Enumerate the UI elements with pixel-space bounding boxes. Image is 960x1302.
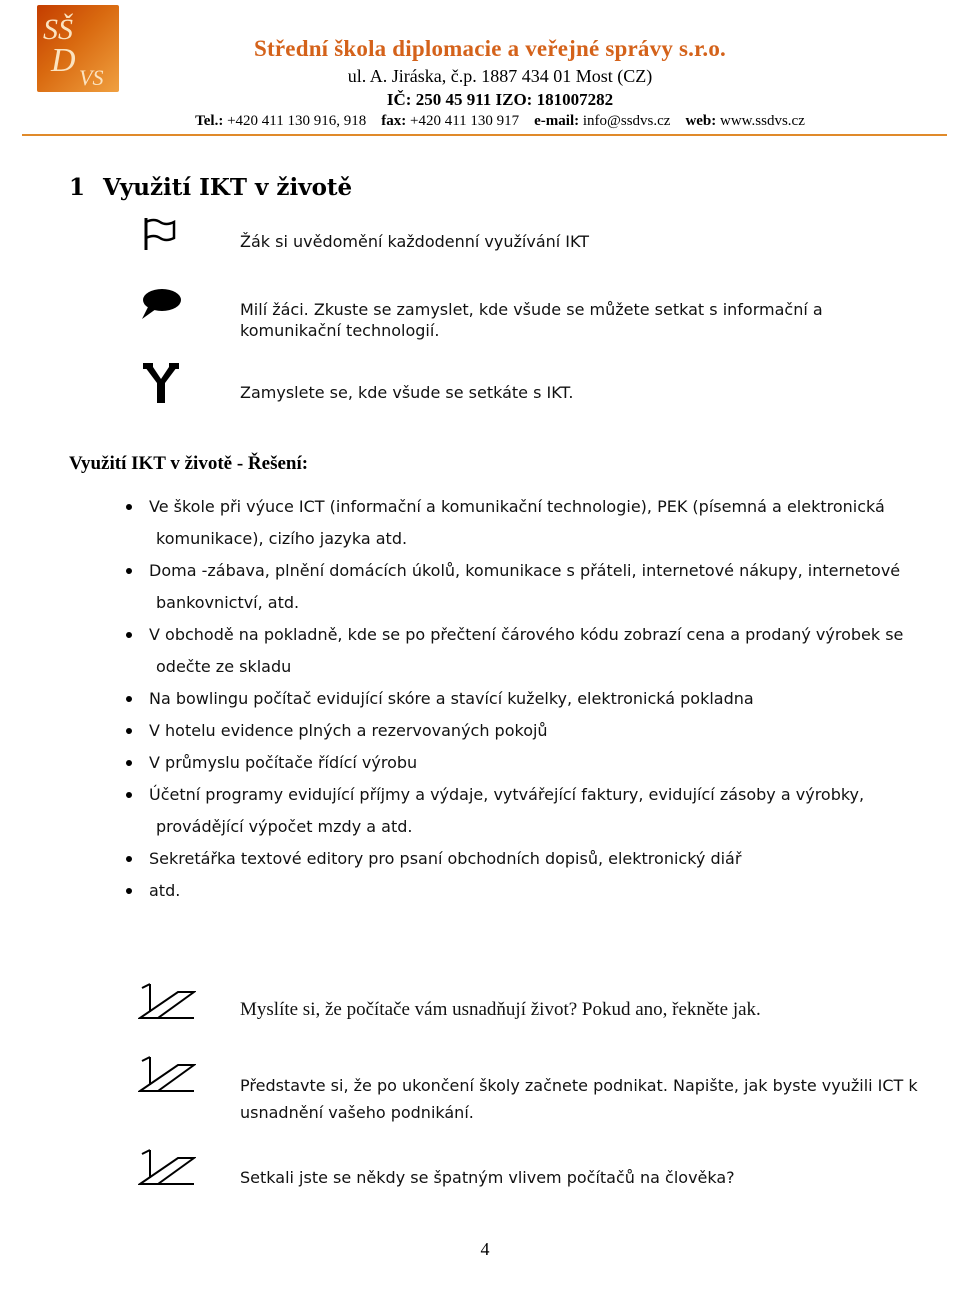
list-item-text: Doma -zábava, plnění domácích úkolů, komunikace s přáteli, internetové nákupy, internetové	[149, 561, 901, 580]
list-item-text: V obchodě na pokladně, kde se po přečtení čárového kódu zobrazí cena a prodaný výrobek se	[149, 625, 904, 644]
bullet-dot	[126, 888, 132, 894]
list-item-text: V hotelu evidence plných a rezervovaných pokojů	[149, 721, 548, 740]
list-item	[126, 619, 906, 683]
flag-icon	[140, 216, 176, 252]
question-3: Setkali jste se někdy se špatným vlivem počítačů na člověka?	[240, 1168, 735, 1187]
pencil-icon	[138, 982, 196, 1022]
list-item	[126, 843, 906, 875]
bullet-dot	[126, 728, 132, 734]
tel-value: +420 411 130 916, 918	[227, 113, 367, 129]
section-heading	[69, 174, 352, 201]
svg-text:VS: VS	[79, 65, 104, 90]
list-item-continuation: provádějící výpočet mzdy a atd.	[156, 817, 413, 836]
task-text: Zamyslete se, kde všude se setkáte s IKT.	[240, 383, 574, 402]
bullet-dot	[126, 504, 132, 510]
bullet-dot	[126, 696, 132, 702]
email-label: e-mail:	[534, 113, 580, 129]
pencil-icon	[138, 1055, 196, 1095]
fax-label: fax:	[381, 113, 407, 129]
school-address: ul. A. Jiráska, č.p. 1887 434 01 Most (CZ)	[347, 66, 653, 86]
section-number: 1	[69, 174, 86, 201]
page-number: 4	[480, 1239, 490, 1259]
bullet-dot	[126, 568, 132, 574]
school-logo	[37, 5, 119, 92]
list-item	[126, 779, 906, 843]
speech-text: Milí žáci. Zkuste se zamyslet, kde všude se můžete setkat s informační a komunikační technologií.	[240, 300, 823, 340]
list-item-text: V průmyslu počítače řídící výrobu	[149, 753, 418, 772]
solution-heading: Využití IKT v životě - Řešení:	[69, 453, 309, 474]
contact-line	[100, 113, 900, 130]
list-item-continuation: odečte ze skladu	[156, 657, 292, 676]
pencil-icon	[138, 1148, 196, 1188]
svg-text:D: D	[51, 42, 76, 79]
list-item-continuation: bankovnictví, atd.	[156, 593, 300, 612]
solution-list	[126, 491, 906, 907]
bullet-dot	[126, 856, 132, 862]
list-item	[126, 715, 906, 747]
section-title: Využití IKT v životě	[103, 174, 353, 201]
bullet-dot	[126, 760, 132, 766]
tool-icon	[143, 363, 179, 405]
list-item	[126, 875, 906, 907]
fax-value: +420 411 130 917	[409, 113, 520, 129]
header-divider	[22, 134, 947, 136]
list-item	[126, 491, 906, 555]
bullet-dot	[126, 632, 132, 638]
speech-bubble-icon	[138, 287, 182, 321]
school-ids: IČ: 250 45 911 IZO: 181007282	[386, 90, 614, 109]
question-2: Představte si, že po ukončení školy začnete podnikat. Napište, jak byste využili ICT k usnadnění vašeho podnikání.	[240, 1076, 918, 1122]
bullet-dot	[126, 792, 132, 798]
school-name: Střední škola diplomacie a veřejné správy s.r.o.	[254, 36, 726, 61]
list-item-text: Sekretářka textové editory pro psaní obchodních dopisů, elektronický diář	[149, 849, 742, 868]
logo-graphic	[37, 5, 119, 92]
web-link[interactable]: www.ssdvs.cz	[720, 113, 805, 129]
question-1: Myslíte si, že počítače vám usnadňují život? Pokud ano, řekněte jak.	[240, 999, 761, 1020]
list-item-text: Účetní programy evidující příjmy a výdaje, vytvářející faktury, evidující zásoby a výrobky,	[149, 785, 865, 804]
list-item	[126, 683, 906, 715]
goal-text: Žák si uvědomění každodenní využívání IKT	[240, 232, 590, 251]
list-item-text: Na bowlingu počítač evidující skóre a stavící kuželky, elektronická pokladna	[149, 689, 754, 708]
list-item-text: Ve škole při výuce ICT (informační a komunikační technologie), PEK (písemná a elektronická	[149, 497, 885, 516]
list-item-continuation: komunikace), cizího jazyka atd.	[156, 529, 408, 548]
list-item-text: atd.	[149, 881, 181, 900]
web-label: web:	[685, 113, 717, 129]
email-link[interactable]: info@ssdvs.cz	[582, 113, 671, 129]
list-item	[126, 555, 906, 619]
svg-text:SŠ: SŠ	[43, 13, 73, 46]
list-item	[126, 747, 906, 779]
tel-label: Tel.:	[195, 113, 224, 129]
